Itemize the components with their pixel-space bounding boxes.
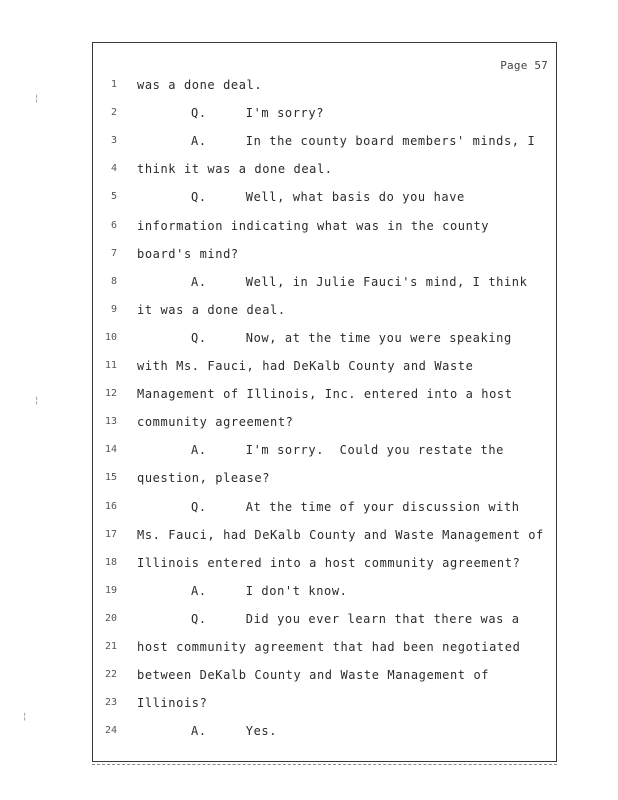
line-number: 11: [104, 360, 117, 371]
line-text: with Ms. Fauci, had DeKalb County and Waste: [137, 359, 474, 373]
line-text: Illinois entered into a host community agreement?: [137, 555, 521, 570]
line-text: information indicating what was in the county: [137, 218, 490, 233]
line-number: 8: [110, 275, 117, 287]
line-text: Q. I'm sorry?: [191, 106, 325, 121]
line-number: 5: [110, 191, 117, 203]
transcript-line: [93, 107, 556, 127]
line-text: A. Well, in Julie Fauci's mind, I think: [191, 274, 528, 289]
scan-mark: ¦: [34, 94, 40, 104]
line-number: 15: [104, 472, 117, 484]
transcript-line: [93, 472, 556, 492]
line-number: 19: [104, 584, 117, 596]
line-number: 18: [104, 556, 117, 568]
line-number: 24: [104, 725, 117, 737]
transcript-page: [92, 42, 557, 762]
line-number: 20: [104, 612, 117, 624]
transcript-line: [93, 191, 556, 211]
line-number: 9: [110, 303, 117, 315]
transcript-line: [93, 360, 556, 380]
line-number: 23: [104, 697, 117, 709]
transcript-line: [93, 669, 556, 689]
transcript-line: [93, 248, 556, 268]
line-text: Management of Illinois, Inc. entered into a host: [137, 387, 513, 402]
line-text: was a done deal.: [137, 78, 263, 92]
transcript-line: [93, 557, 556, 577]
line-number: 17: [104, 528, 117, 540]
page-number: Page 57: [500, 59, 548, 72]
line-number: 3: [110, 135, 117, 147]
transcript-line: [93, 304, 556, 324]
line-text: A. Yes.: [191, 724, 278, 739]
line-text: think it was a done deal.: [137, 162, 333, 177]
transcript-line: [93, 276, 556, 296]
line-text: between DeKalb County and Waste Management of: [137, 668, 490, 683]
transcript-line: [93, 416, 556, 436]
line-number: 16: [104, 500, 117, 512]
line-text: A. I don't know.: [191, 583, 348, 598]
bottom-rule: [92, 764, 557, 765]
transcript-line: [93, 388, 556, 408]
transcript-line: [93, 725, 556, 745]
transcript-line: [93, 444, 556, 464]
line-text: board's mind?: [137, 246, 239, 261]
line-text: question, please?: [137, 471, 271, 486]
line-number: 13: [104, 416, 117, 428]
transcript-line: [93, 135, 556, 155]
line-number: 21: [104, 641, 117, 652]
line-number: 7: [110, 247, 117, 259]
transcript-line: [93, 529, 556, 549]
transcript-line: [93, 501, 556, 521]
line-text: A. I'm sorry. Could you restate the: [191, 443, 504, 458]
line-number: 12: [104, 388, 117, 400]
transcript-line: [93, 697, 556, 717]
transcript-line: [93, 613, 556, 633]
line-text: community agreement?: [137, 415, 294, 430]
line-number: 6: [110, 219, 117, 231]
line-number: 4: [110, 163, 117, 175]
line-number: 14: [104, 444, 117, 456]
line-text: it was a done deal.: [137, 302, 286, 317]
line-text: Illinois?: [137, 696, 208, 711]
line-text: Q. Now, at the time you were speaking: [191, 330, 512, 345]
transcript-line: [93, 641, 556, 661]
line-text: host community agreement that had been negotiated: [137, 640, 521, 654]
transcript-line: [93, 163, 556, 183]
transcript-line: [93, 220, 556, 240]
line-text: Q. At the time of your discussion with: [191, 499, 520, 514]
line-number: 22: [104, 669, 117, 681]
line-text: Q. Well, what basis do you have: [191, 190, 465, 205]
line-text: Q. Did you ever learn that there was a: [191, 611, 520, 626]
transcript-line: [93, 79, 556, 99]
line-text: Ms. Fauci, had DeKalb County and Waste Management of: [137, 527, 544, 542]
line-number: 2: [110, 107, 117, 119]
transcript-line: [93, 332, 556, 352]
transcript-line: [93, 585, 556, 605]
line-number: 1: [110, 79, 117, 90]
scan-mark: ¦: [22, 712, 28, 722]
line-text: A. In the county board members' minds, I: [191, 134, 536, 149]
line-number: 10: [104, 331, 117, 343]
scan-mark: ¦: [34, 396, 40, 406]
